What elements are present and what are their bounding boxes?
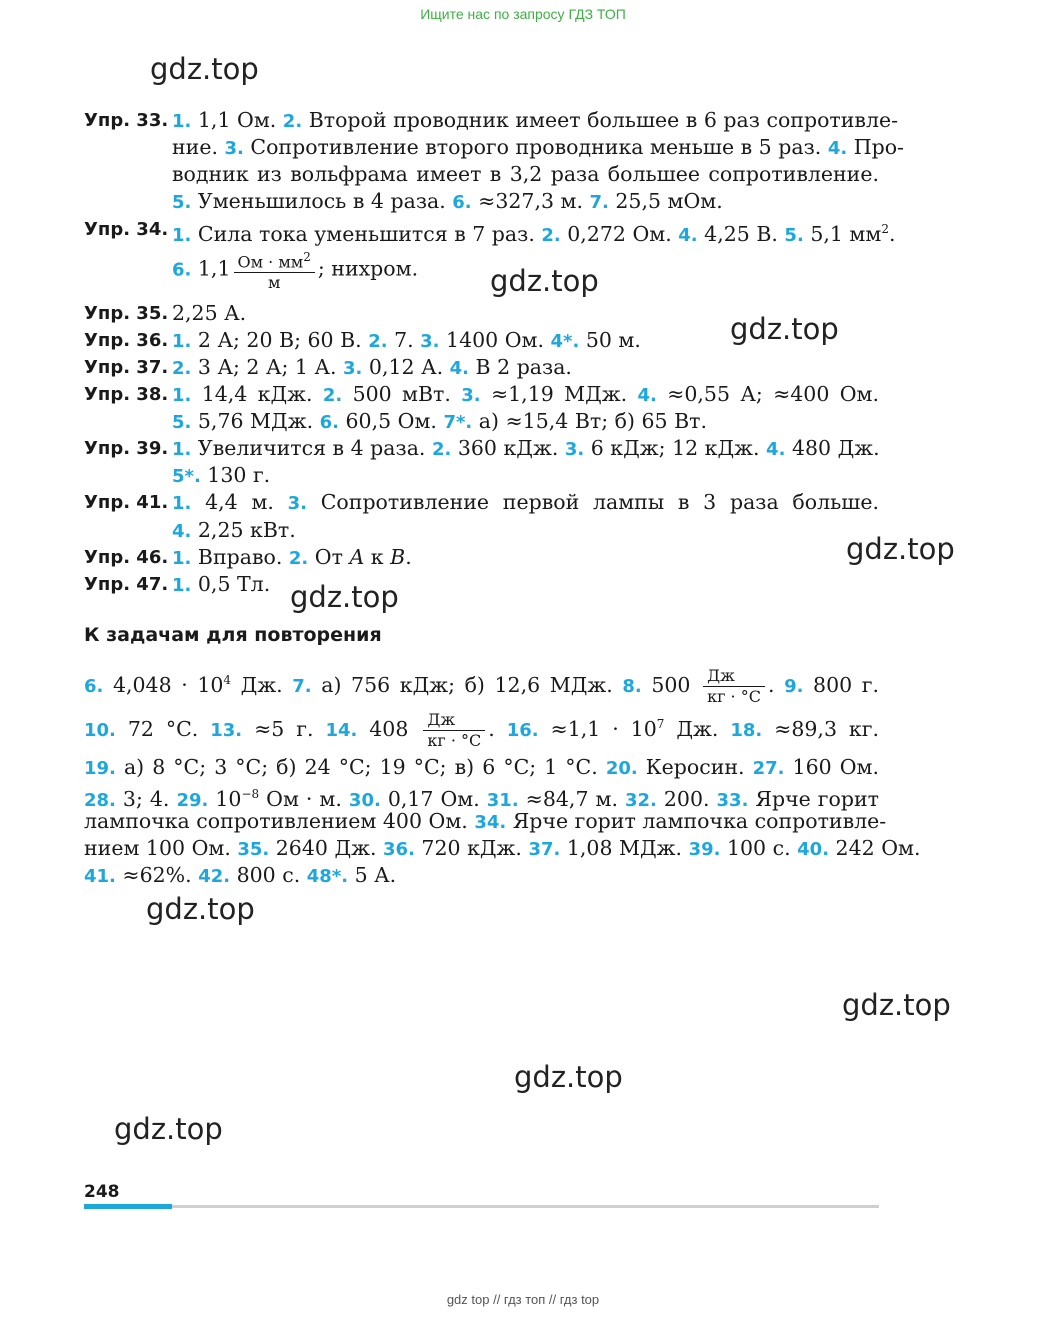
- answer-line: 4. 2,25 кВт.: [172, 518, 296, 542]
- answer-line: 1. 2 А; 20 В; 60 В. 2. 7. 3. 1400 Ом. 4*. 50 м.: [172, 328, 641, 352]
- exercise-label: Упр. 39.: [84, 438, 169, 459]
- exercise-label: Упр. 37.: [84, 357, 169, 378]
- answer-line: 1. Сила тока уменьшится в 7 раз. 2. 0,272 Ом. 4. 4,25 В. 5. 5,1 $мм^2$.: [172, 221, 896, 246]
- answer-line: 1. 4,4 м. 3. Сопротивление первой лампы в 3 раза больше.: [172, 490, 879, 514]
- answer-line: 5. 5,76 МДж. 6. 60,5 Ом. 7*. а) ≈15,4 Вт; б) 65 Вт.: [172, 409, 708, 433]
- review-line: лампочка сопротивлением 400 Ом. 34. Ярче горит лампочка сопротивле-: [84, 809, 887, 833]
- answer-line: 2,25 А.: [172, 301, 247, 325]
- page-rule-accent: [84, 1204, 172, 1209]
- review-line: 19. а) 8 °С; 3 °С; б) 24 °С; 19 °С; в) 6 °С; 1 °С. 20. Керосин. 27. 160 Ом.: [84, 755, 879, 779]
- exercise-label: Упр. 46.: [84, 547, 169, 568]
- watermark: gdz.top: [514, 1060, 623, 1094]
- review-line: 28. 3; 4. 29. $10^{-8}$ Ом · м. 30. 0,17 Ом. 31. ≈84,7 м. 32. 200. 33. Ярче горит: [84, 786, 880, 811]
- exercise-label: Упр. 47.: [84, 574, 169, 595]
- answer-line: 1. 1,1 Ом. 2. Второй проводник имеет большее в 6 раз сопротивле-: [172, 108, 899, 132]
- watermark: gdz.top: [842, 988, 951, 1022]
- answer-line: 1. 0,5 Тл.: [172, 572, 271, 596]
- exercise-label: Упр. 35.: [84, 303, 169, 324]
- watermark: gdz.top: [146, 892, 255, 926]
- exercise-label: Упр. 34.: [84, 219, 169, 240]
- watermark: gdz.top: [290, 580, 399, 614]
- exercise-label: Упр. 38.: [84, 384, 169, 405]
- answer-line: 5*. 130 г.: [172, 463, 271, 487]
- page-rule: [84, 1205, 879, 1208]
- exercise-label: Упр. 36.: [84, 330, 169, 351]
- page-number: 248: [84, 1182, 120, 1202]
- answer-line: 6. 1,1 $\frac{Ом \cdot мм^2}{м}$ ; нихром.: [172, 250, 419, 293]
- answer-line: ние. 3. Сопротивление второго проводника меньше в 5 раз. 4. Про-: [172, 135, 904, 159]
- answer-line: 1. 14,4 кДж. 2. 500 мВт. 3. ≈1,19 МДж. 4. ≈0,55 А; ≈400 Ом.: [172, 382, 879, 406]
- answer-line: 1. Вправо. 2. От A к B.: [172, 545, 412, 569]
- answer-line: 5. Уменьшилось в 4 раза. 6. ≈327,3 м. 7. 25,5 мОм.: [172, 189, 723, 213]
- watermark: gdz.top: [150, 52, 259, 86]
- top-banner: Ищите нас по запросу ГДЗ ТОП: [420, 6, 626, 22]
- review-line: 10. 72 °С. 13. ≈5 г. 14. 408 $\frac{Дж}{кг \cdot ^\circ С}$ . 16. $\approx 1,1 \cdot 10^7$ Дж. 18. ≈89,3 кг.: [84, 709, 879, 750]
- exercise-label: Упр. 41.: [84, 492, 169, 513]
- answer-line: водник из вольфрама имеет в 3,2 раза большее сопротивление.: [172, 162, 879, 186]
- review-line: 6. $4,048 \cdot 10^4$ Дж. 7. а) 756 кДж; б) 12,6 МДж. 8. 500 $\frac{Дж}{кг \cdot ^\circ С}$ . 9. 800 г.: [84, 665, 879, 706]
- answer-line: 1. Увеличится в 4 раза. 2. 360 кДж. 3. 6 кДж; 12 кДж. 4. 480 Дж.: [172, 436, 880, 460]
- watermark: gdz.top: [730, 312, 839, 346]
- watermark: gdz.top: [114, 1112, 223, 1146]
- review-line: 41. ≈62%. 42. 800 с. 48*. 5 А.: [84, 863, 397, 887]
- watermark: gdz.top: [490, 264, 599, 298]
- section-heading: К задачам для повторения: [84, 624, 382, 646]
- review-line: нием 100 Ом. 35. 2640 Дж. 36. 720 кДж. 37. 1,08 МДж. 39. 100 с. 40. 242 Ом.: [84, 836, 921, 860]
- answer-line: 2. 3 А; 2 А; 1 А. 3. 0,12 А. 4. В 2 раза.: [172, 355, 572, 379]
- watermark: gdz.top: [846, 532, 955, 566]
- exercise-label: Упр. 33.: [84, 110, 169, 131]
- footer-text: gdz top // гдз топ // гдз top: [446, 1292, 600, 1307]
